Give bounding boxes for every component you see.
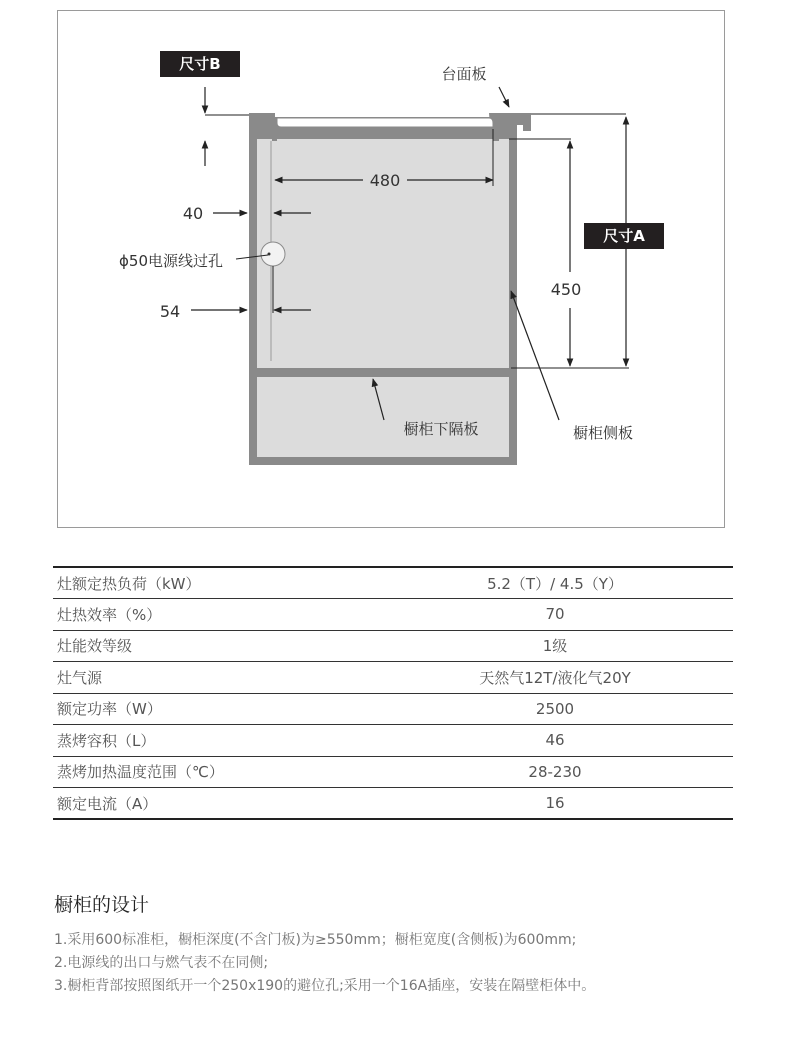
countertop-label: 台面板 bbox=[441, 65, 487, 83]
dim-40: 40 bbox=[182, 204, 204, 223]
dim-450: 450 bbox=[550, 280, 582, 299]
spec-label: 灶热效率（%） bbox=[53, 599, 377, 631]
spec-value: 28-230 bbox=[377, 756, 733, 788]
tag-b: 尺寸B bbox=[179, 55, 221, 73]
dim-54: 54 bbox=[159, 302, 181, 321]
spec-label: 灶额定热负荷（kW） bbox=[53, 567, 377, 599]
tag-a: 尺寸A bbox=[603, 227, 645, 245]
spec-label: 额定电流（A） bbox=[53, 788, 377, 820]
side-panel-label: 橱柜侧板 bbox=[572, 424, 634, 442]
spec-value: 46 bbox=[377, 725, 733, 757]
diagram-frame bbox=[57, 10, 725, 528]
power-cable-hole bbox=[261, 242, 285, 266]
table-row bbox=[53, 662, 733, 694]
table-row bbox=[53, 725, 733, 757]
table-row bbox=[53, 599, 733, 631]
spec-label: 蒸烤容积（L） bbox=[53, 725, 377, 757]
spec-value: 2500 bbox=[377, 693, 733, 725]
cabinet-diagram bbox=[58, 11, 724, 527]
lower-shelf-label: 橱柜下隔板 bbox=[403, 420, 479, 438]
spec-label: 灶能效等级 bbox=[53, 630, 377, 662]
spec-label: 额定功率（W） bbox=[53, 693, 377, 725]
design-note-2: 2.电源线的出口与燃气表不在同侧; bbox=[54, 955, 269, 971]
spec-value: 1级 bbox=[377, 630, 733, 662]
design-note-1: 1.采用600标准柜，橱柜深度(不含门板)为≥550mm；橱柜宽度(含侧板)为600mm; bbox=[54, 932, 577, 948]
table-row bbox=[53, 788, 733, 820]
spec-table bbox=[53, 566, 733, 820]
table-row bbox=[53, 756, 733, 788]
dim-480: 480 bbox=[369, 171, 401, 190]
spec-label: 蒸烤加热温度范围（℃） bbox=[53, 756, 377, 788]
hole-label: ϕ50电源线过孔 bbox=[119, 252, 223, 270]
spec-value: 70 bbox=[377, 599, 733, 631]
spec-value: 天然气12T/液化气20Y bbox=[377, 662, 733, 694]
spec-value: 16 bbox=[377, 788, 733, 820]
spec-value: 5.2（T）/ 4.5（Y） bbox=[377, 567, 733, 599]
design-note-3: 3.橱柜背部按照图纸开一个250x190的避位孔;采用一个16A插座，安装在隔壁柜体中。 bbox=[54, 978, 596, 994]
table-row bbox=[53, 567, 733, 599]
spec-label: 灶气源 bbox=[53, 662, 377, 694]
table-row bbox=[53, 693, 733, 725]
table-row bbox=[53, 630, 733, 662]
section-title: 橱柜的设计 bbox=[54, 894, 150, 916]
